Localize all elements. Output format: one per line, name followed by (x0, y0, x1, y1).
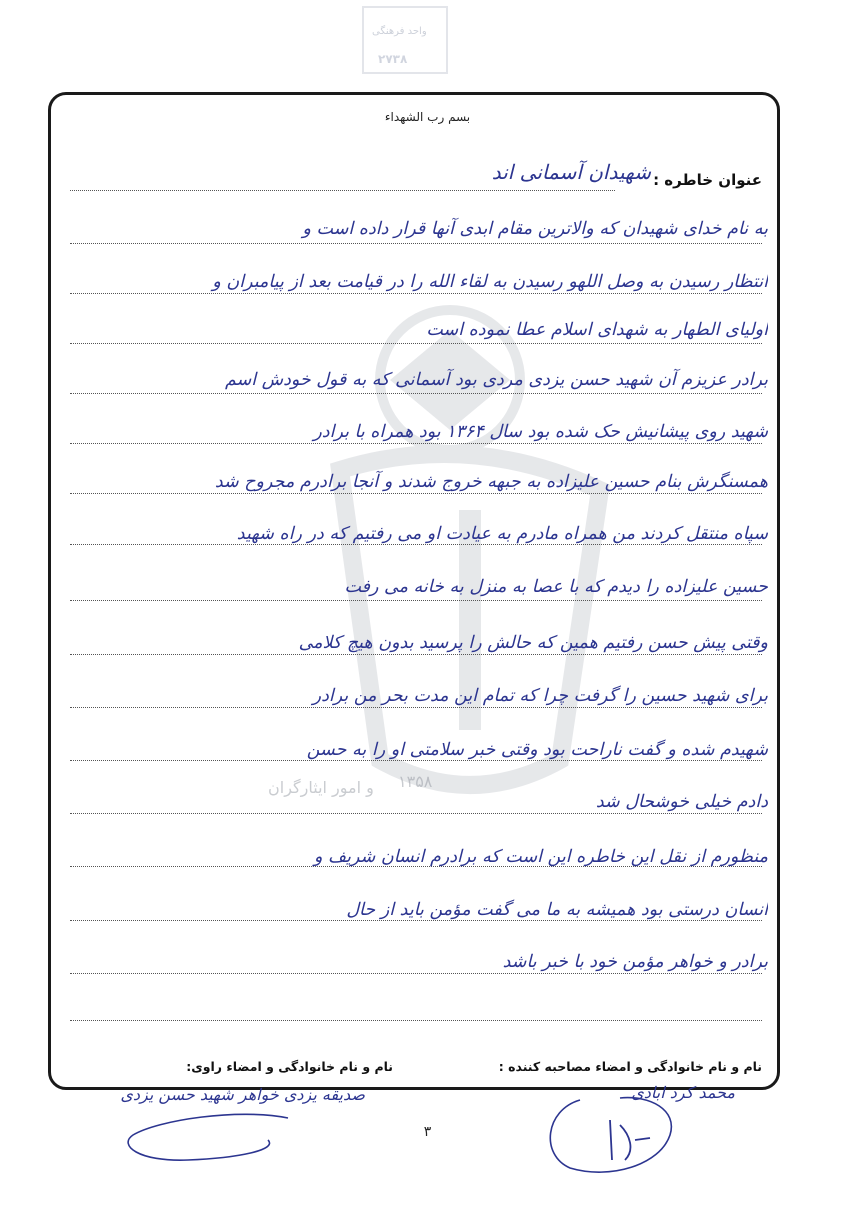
narrator-signature-icon (118, 1110, 298, 1170)
title-rule (70, 190, 615, 191)
handwritten-line: انسان درستی بود همیشه به ما می گفت مؤمن باید از حال (346, 900, 768, 920)
top-stamp (362, 6, 448, 74)
handwritten-line: شهید روی پیشانیش حک شده بود سال ۱۳۶۴ بود همراه با برادر (313, 422, 768, 442)
handwritten-line: اولیای الطهار به شهدای اسلام عطا نموده است (426, 320, 768, 340)
handwritten-line: به نام خدای شهیدان که والاترین مقام ابدی آنها قرار داده است و (302, 219, 768, 239)
bismillah-heading: بسم رب الشهداء (384, 110, 471, 124)
memory-title-label: عنوان خاطره : (653, 171, 762, 189)
watermark-year: ۱۳۵۸ (398, 772, 433, 791)
handwritten-line: منظورم از نقل این خاطره این است که برادرم انسان شریف و (313, 847, 768, 867)
handwritten-line: همسنگرش بنام حسین علیزاده به جبهه خروج شدند و آنجا برادرم مجروح شد (214, 472, 768, 492)
interviewer-name: محمد کرد ابادی (631, 1083, 735, 1102)
handwritten-line: برادر و خواهر مؤمن خود با خبر باشد (502, 952, 768, 972)
ruled-line (70, 343, 762, 344)
interviewer-signature-label: نام و نام خانوادگی و امضاء مصاحبه کننده : (498, 1059, 762, 1074)
ruled-line (70, 600, 762, 601)
stamp-number: ۲۷۳۸ (378, 52, 408, 66)
handwritten-line: برای شهید حسین را گرفت چرا که تمام این مدت بحر من برادر (312, 686, 768, 706)
stamp-text: واحد فرهنگی (372, 26, 427, 37)
ruled-line (70, 1020, 762, 1021)
watermark-caption: و امور ایثارگران (268, 778, 374, 797)
handwritten-line: دادم خیلی خوشحال شد (595, 792, 768, 812)
handwritten-line: حسین علیزاده را دیدم که با عصا به منزل به خانه می رفت (344, 577, 768, 597)
narrator-name: صدیقه یزدی خواهر شهید حسن یزدی (120, 1085, 365, 1104)
memory-title-value: شهیدان آسمانی اند (491, 160, 651, 184)
handwritten-line: سپاه منتقل کردند من همراه مادرم به عیادت او می رفتیم که در راه شهید (236, 524, 768, 544)
handwritten-line: شهیدم شده و گفت ناراحت بود وقتی خبر سلامتی او را به حسن (306, 740, 768, 760)
ruled-line (70, 243, 762, 244)
handwritten-line: وقتی پیش حسن رفتیم همین که حالش را پرسید بدون هیچ کلامی (298, 633, 768, 653)
page-number: ۳ (423, 1124, 432, 1140)
handwritten-line: برادر عزیزم آن شهید حسن یزدی مردی بود آسمانی که به قول خودش اسم (224, 370, 768, 390)
narrator-signature-label: نام و نام خانوادگی و امضاء راوی: (186, 1059, 393, 1074)
ruled-line (70, 393, 762, 394)
handwritten-line: انتظار رسیدن به وصل اللهو رسیدن به لقاء الله را در قیامت بعد از پیامبران و (212, 272, 768, 292)
